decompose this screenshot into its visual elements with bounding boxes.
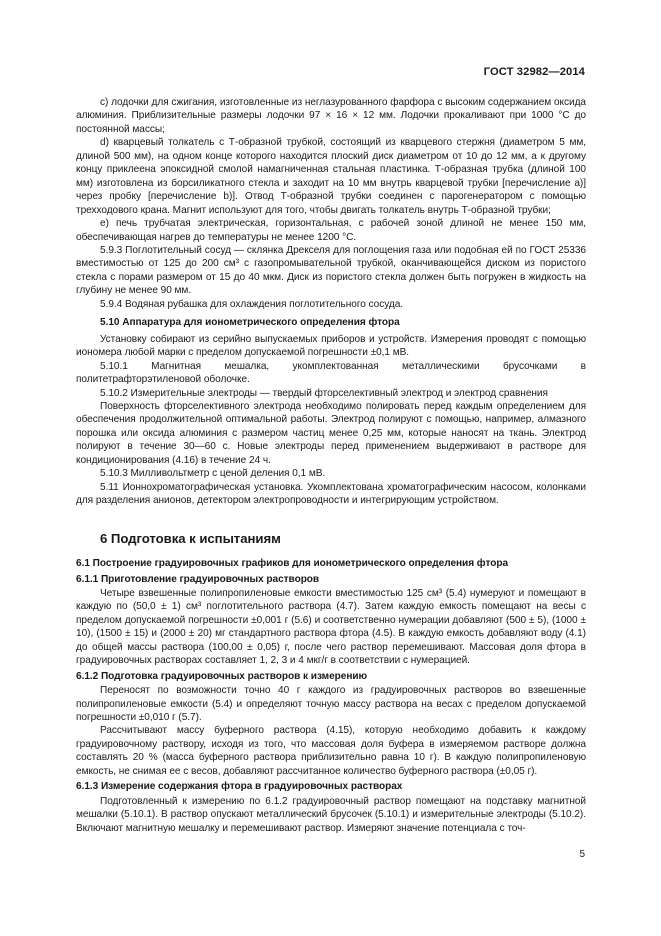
list-item-d: d) кварцевый толкатель с Т-образной трубкой, состоящий из кварцевого стержня (диаметром 5 мм, длиной 500 мм), на одном конце которого находится плоский диск диаметром от 10 до 12 мм, а к другому концу приклеена эпоксидной смолой намагниченная стальная пластинка. Т-образная трубка (длиной 100 мм) изготовлена из борсиликатного стекла и заходит на 10 мм внутрь кварцевой трубки [перечисление а)] через пробку [перечисление b)]. Отвод Т-образной трубки соединен с парогенератором с помощью трехходового крана. Магнит используют для того, чтобы двигать толкатель внутрь Т-образной трубки; (76, 137, 586, 216)
paragraph-electrode-polish: Поверхность фторселективного электрода необходимо полировать перед каждым определением для обеспечения продолжительной оптимальной работы. Электрод полируют с помощью, например, алмазного порошка или оксида алюминия с размером частиц менее 0,25 мм, которые наносят на ткань. Электрод полируют в течение 30—60 с. Новые электроды перед применением выдерживают в растворе для кондиционирования (4.16) в течение 24 ч. (76, 400, 586, 466)
standard-header: ГОСТ 32982—2014 (483, 66, 585, 78)
clause-5-11: 5.11 Ионнохроматографическая установка. Укомплектована хроматографическим насосом, колонками для разделения анионов, детектором электропроводности и интегрирующим устройством. (76, 481, 586, 507)
page-number: 5 (579, 849, 585, 860)
paragraph-6-1-3: Подготовленный к измерению по 6.1.2 градуировочный раствор помещают на подставку магнитной мешалки (5.10.1). В раствор опускают металлический брусочек (5.10.1) и измерительные электроды (5.10.2). Включают магнитную мешалку и перемешивают раствор. Измеряют значение потенциала с точ- (76, 795, 586, 834)
clause-5-9-3: 5.9.3 Поглотительный сосуд — склянка Дрекселя для поглощения газа или подобная ей по ГОСТ 25336 вместимостью от 125 до 200 см³ с газопромывательной трубкой, оканчивающейся диском из пористого стекла с порами размером от 15 до 40 мкм. Диск из пористого стекла должен быть погружен в жидкость на глубину не менее 90 мм. (76, 244, 586, 297)
clause-5-10-3: 5.10.3 Милливольтметр с ценой деления 0,1 мВ. (100, 468, 326, 480)
heading-6-1: 6.1 Построение градуировочных графиков для ионометрического определения фтора (76, 558, 509, 570)
heading-5-10: 5.10 Аппаратура для ионометрического определения фтора (100, 317, 400, 329)
heading-6-1-3: 6.1.3 Измерение содержания фтора в градуировочных растворах (76, 781, 403, 793)
paragraph-5-10-intro: Установку собирают из серийно выпускаемых приборов и устройств. Измерения проводят с помощью иономера любой марки с пределом допускаемой погрешности ±0,1 мВ. (76, 333, 586, 359)
list-item-c: c) лодочки для сжигания, изготовленные из неглазурованного фарфора с высоким содержанием оксида алюминия. Приблизительные размеры лодочки 97 × 16 × 12 мм. Лодочки прокаливают при 1000 °C до постоянной массы; (76, 97, 586, 135)
section-6-title: 6 Подготовка к испытаниям (100, 530, 281, 546)
paragraph-6-1-1: Четыре взвешенные полипропиленовые емкости вместимостью 125 см³ (5.4) нумеруют и помещают в каждую по (50,0 ± 1) см³ поглотительного раствора (4.7). Затем каждую емкость помещают на весы с пределом допускаемой погрешности ±0,001 г (5.6) и соответственно нумерации добавляют (500 ± 5), (1000 ± 10), (1500 ± 15) и (2000 ± 20) мг стандартного раствора фтора (4.5). В каждую емкость добавляют воду (4.1) до общей массы раствора (100,00 ± 0,05) г, после чего раствор перемешивают. Массовая доля фтора в градуировочных растворах составляет 1, 2, 3 и 4 мкг/г в соответствии с нумерацией. (76, 587, 586, 667)
document-body (76, 96, 586, 835)
clause-5-10-2: 5.10.2 Измерительные электроды — твердый фторселективный электрод и электрод сравнения (100, 387, 548, 399)
paragraph-6-1-2a: Переносят по возможности точно 40 г каждого из градуировочных растворов во взвешенные полипропиленовые емкости (5.4) и определяют точную массу раствора на весах с пределом допускаемой погрешности ±0,010 г (5.7). (76, 685, 586, 724)
heading-6-1-2: 6.1.2 Подготовка градуировочных растворов к измерению (76, 670, 368, 682)
clause-5-10-1: 5.10.1 Магнитная мешалка, укомплектованная металлическими брусочками в политетрафторэтиленовой оболочке. (76, 360, 586, 386)
clause-5-9-4: 5.9.4 Водяная рубашка для охлаждения поглотительного сосуда. (100, 298, 404, 310)
heading-6-1-1: 6.1.1 Приготовление градуировочных растворов (76, 573, 320, 585)
list-item-e: e) печь трубчатая электрическая, горизонтальная, с рабочей зоной длиной не менее 150 мм, обеспечивающая нагрев до температуры не менее 1200 °C. (76, 218, 586, 243)
paragraph-6-1-2b: Рассчитывают массу буферного раствора (4.15), которую необходимо добавить к каждому градуировочному раствору, исходя из того, что массовая доля буфера в измеряемом растворе должна составлять 20 % (масса буферного раствора приблизительно равна 10 г). В каждую полипропиленовую емкость, не снимая ее с весов, добавляют рассчитанное количество буферного раствора (±0,05 г). (76, 725, 586, 777)
